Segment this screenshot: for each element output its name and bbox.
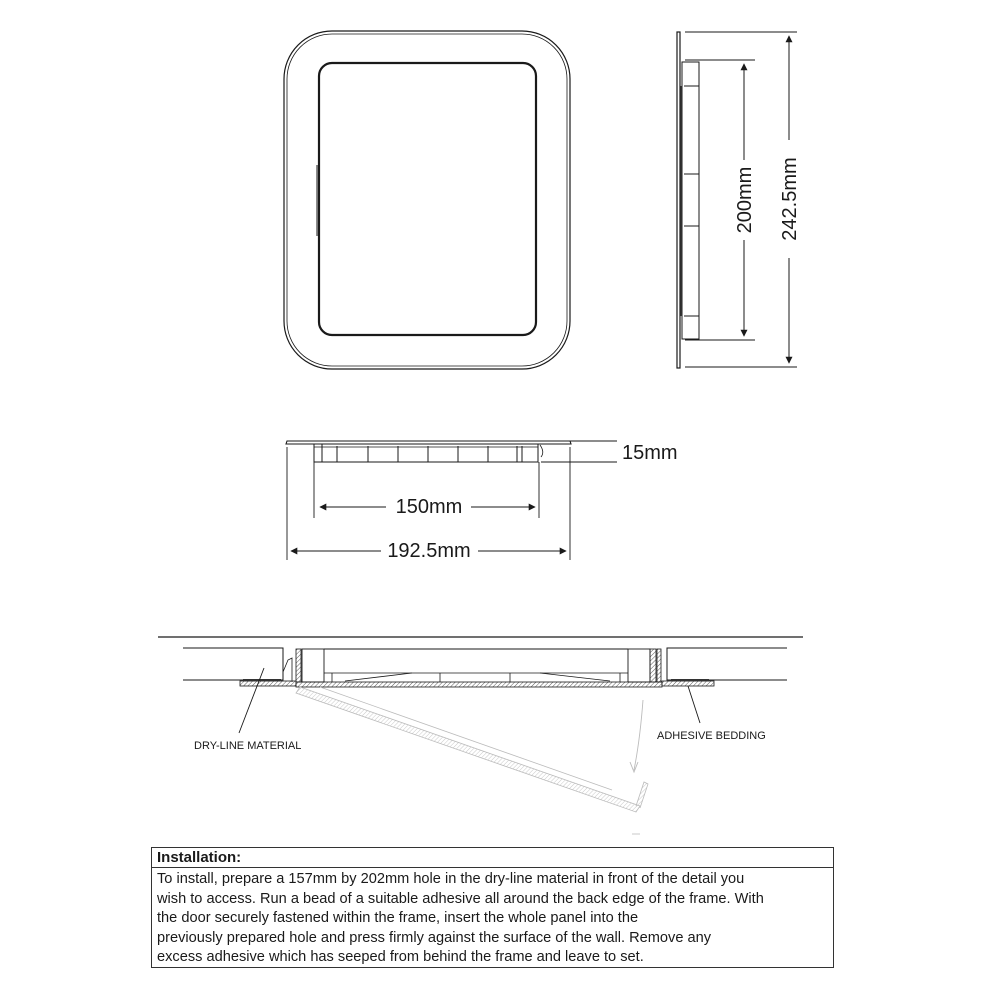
section-view [158, 637, 803, 834]
label-adhesive-bedding: ADHESIVE BEDDING [657, 730, 766, 742]
top-view [286, 441, 678, 562]
installation-line: To install, prepare a 157mm by 202mm hole in the dry-line material in front of the detail you [157, 871, 745, 887]
installation-line: previously prepared hole and press firmly against the surface of the wall. Remove any [157, 929, 712, 946]
side-view [677, 32, 801, 368]
installation-box [151, 847, 834, 968]
dim-outer-width: 192.5mm [387, 540, 471, 562]
outer-frame [284, 31, 570, 369]
dim-depth: 15mm [622, 442, 678, 464]
installation-text [152, 868, 833, 968]
installation-line: the door securely fastened within the frame, insert the whole panel into the [157, 910, 639, 927]
outer-frame-inner-edge [287, 34, 567, 366]
dim-inner-width: 150mm [395, 496, 463, 518]
label-dry-line-material: DRY-LINE MATERIAL [194, 740, 302, 752]
dim-outer-height: 242.5mm [779, 157, 801, 241]
installation-heading: Installation: [152, 848, 833, 868]
installation-line: wish to access. Run a bead of a suitable adhesive all around the back edge of the frame. With [157, 890, 764, 907]
door-panel [319, 63, 536, 335]
dim-inner-height: 200mm [734, 166, 756, 234]
opened-door-ghost [296, 687, 648, 834]
installation-line: excess adhesive which has seeped from behind the frame and leave to set. [157, 949, 644, 966]
front-view [284, 31, 570, 369]
